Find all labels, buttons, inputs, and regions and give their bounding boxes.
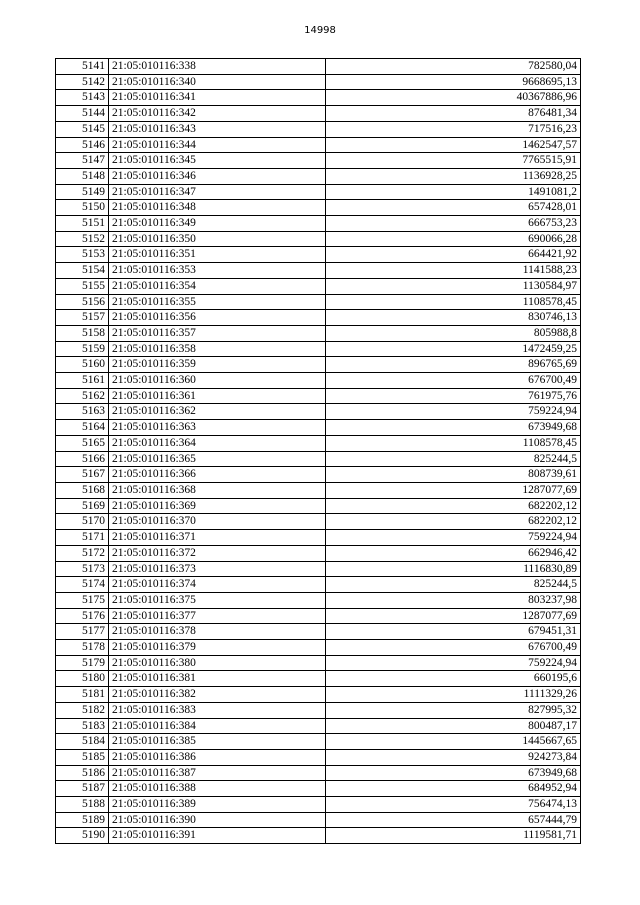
cadastral-number: 21:05:010116:378: [109, 624, 326, 640]
table-row: [56, 781, 581, 797]
cadastral-value: 759224,94: [326, 530, 581, 546]
cadastral-number: 21:05:010116:359: [109, 357, 326, 373]
cadastral-number: 21:05:010116:380: [109, 655, 326, 671]
cadastral-number: 21:05:010116:357: [109, 325, 326, 341]
table-row: [56, 153, 581, 169]
table-row: [56, 640, 581, 656]
cadastral-value: 1141588,23: [326, 263, 581, 279]
table-row: [56, 749, 581, 765]
cadastral-value: 803237,98: [326, 592, 581, 608]
cadastral-value: 827995,32: [326, 702, 581, 718]
cadastral-number: 21:05:010116:349: [109, 216, 326, 232]
row-number: 5165: [56, 435, 109, 451]
cadastral-value: 1111329,26: [326, 687, 581, 703]
row-number: 5181: [56, 687, 109, 703]
cadastral-value: 1287077,69: [326, 608, 581, 624]
row-number: 5173: [56, 561, 109, 577]
table-row: [56, 121, 581, 137]
row-number: 5163: [56, 404, 109, 420]
cadastral-value: 717516,23: [326, 121, 581, 137]
cadastral-value: 1472459,25: [326, 341, 581, 357]
cadastral-number: 21:05:010116:391: [109, 828, 326, 844]
table-row: [56, 545, 581, 561]
row-number: 5147: [56, 153, 109, 169]
row-number: 5144: [56, 106, 109, 122]
row-number: 5190: [56, 828, 109, 844]
table-row: [56, 310, 581, 326]
cadastral-number: 21:05:010116:368: [109, 482, 326, 498]
table-row: [56, 797, 581, 813]
cadastral-value: 660195,6: [326, 671, 581, 687]
cadastral-number: 21:05:010116:375: [109, 592, 326, 608]
cadastral-value: 1116830,89: [326, 561, 581, 577]
row-number: 5186: [56, 765, 109, 781]
cadastral-number: 21:05:010116:388: [109, 781, 326, 797]
cadastral-number: 21:05:010116:386: [109, 749, 326, 765]
cadastral-value: 805988,8: [326, 325, 581, 341]
table-row: [56, 357, 581, 373]
row-number: 5153: [56, 247, 109, 263]
table-row: [56, 608, 581, 624]
row-number: 5169: [56, 498, 109, 514]
cadastral-number: 21:05:010116:348: [109, 200, 326, 216]
cadastral-number: 21:05:010116:346: [109, 168, 326, 184]
table-row: [56, 687, 581, 703]
cadastral-value: 666753,23: [326, 216, 581, 232]
cadastral-number: 21:05:010116:371: [109, 530, 326, 546]
cadastral-number: 21:05:010116:385: [109, 734, 326, 750]
row-number: 5183: [56, 718, 109, 734]
table-row: [56, 514, 581, 530]
cadastral-number: 21:05:010116:361: [109, 388, 326, 404]
table-row: [56, 812, 581, 828]
cadastral-number: 21:05:010116:364: [109, 435, 326, 451]
cadastral-number: 21:05:010116:372: [109, 545, 326, 561]
cadastral-number: 21:05:010116:345: [109, 153, 326, 169]
row-number: 5159: [56, 341, 109, 357]
cadastral-value: 1136928,25: [326, 168, 581, 184]
row-number: 5188: [56, 797, 109, 813]
row-number: 5178: [56, 640, 109, 656]
cadastral-number: 21:05:010116:384: [109, 718, 326, 734]
table-row: [56, 828, 581, 844]
cadastral-value: 1119581,71: [326, 828, 581, 844]
row-number: 5148: [56, 168, 109, 184]
cadastral-value: 684952,94: [326, 781, 581, 797]
table-row: [56, 388, 581, 404]
cadastral-value: 756474,13: [326, 797, 581, 813]
cadastral-value: 876481,34: [326, 106, 581, 122]
row-number: 5146: [56, 137, 109, 153]
cadastral-value: 1108578,45: [326, 294, 581, 310]
cadastral-value: 40367886,96: [326, 90, 581, 106]
cadastral-number: 21:05:010116:377: [109, 608, 326, 624]
row-number: 5156: [56, 294, 109, 310]
row-number: 5154: [56, 263, 109, 279]
table-row: [56, 137, 581, 153]
cadastral-value: 759224,94: [326, 655, 581, 671]
cadastral-number: 21:05:010116:343: [109, 121, 326, 137]
cadastral-number: 21:05:010116:353: [109, 263, 326, 279]
table-row: [56, 592, 581, 608]
row-number: 5149: [56, 184, 109, 200]
table-row: [56, 294, 581, 310]
row-number: 5145: [56, 121, 109, 137]
row-number: 5150: [56, 200, 109, 216]
cadastral-value: 9668695,13: [326, 74, 581, 90]
table-row: [56, 702, 581, 718]
cadastral-value: 682202,12: [326, 514, 581, 530]
table-row: [56, 231, 581, 247]
table-row: [56, 655, 581, 671]
row-number: 5151: [56, 216, 109, 232]
cadastral-number: 21:05:010116:338: [109, 59, 326, 75]
row-number: 5171: [56, 530, 109, 546]
cadastral-value: 657428,01: [326, 200, 581, 216]
cadastral-value: 1287077,69: [326, 482, 581, 498]
cadastral-value: 682202,12: [326, 498, 581, 514]
table-row: [56, 577, 581, 593]
cadastral-value: 1130584,97: [326, 278, 581, 294]
row-number: 5142: [56, 74, 109, 90]
cadastral-value: 825244,5: [326, 451, 581, 467]
cadastral-value: 782580,04: [326, 59, 581, 75]
row-number: 5141: [56, 59, 109, 75]
cadastral-number: 21:05:010116:358: [109, 341, 326, 357]
row-number: 5177: [56, 624, 109, 640]
row-number: 5176: [56, 608, 109, 624]
row-number: 5158: [56, 325, 109, 341]
table-row: [56, 247, 581, 263]
table-row: [56, 451, 581, 467]
row-number: 5170: [56, 514, 109, 530]
cadastral-value: 1445667,65: [326, 734, 581, 750]
row-number: 5152: [56, 231, 109, 247]
cadastral-value: 808739,61: [326, 467, 581, 483]
cadastral-number: 21:05:010116:344: [109, 137, 326, 153]
row-number: 5184: [56, 734, 109, 750]
table-row: [56, 420, 581, 436]
cadastral-number: 21:05:010116:356: [109, 310, 326, 326]
cadastral-value: 825244,5: [326, 577, 581, 593]
cadastral-number: 21:05:010116:365: [109, 451, 326, 467]
cadastral-value: 676700,49: [326, 373, 581, 389]
row-number: 5167: [56, 467, 109, 483]
row-number: 5172: [56, 545, 109, 561]
table-row: [56, 435, 581, 451]
cadastral-number: 21:05:010116:381: [109, 671, 326, 687]
table-row: [56, 373, 581, 389]
cadastral-number: 21:05:010116:351: [109, 247, 326, 263]
row-number: 5182: [56, 702, 109, 718]
cadastral-number: 21:05:010116:373: [109, 561, 326, 577]
cadastral-value: 676700,49: [326, 640, 581, 656]
table-row: [56, 341, 581, 357]
table-row: [56, 718, 581, 734]
row-number: 5143: [56, 90, 109, 106]
table-row: [56, 404, 581, 420]
cadastral-number: 21:05:010116:387: [109, 765, 326, 781]
table-row: [56, 106, 581, 122]
table-row: [56, 498, 581, 514]
table-row: [56, 216, 581, 232]
cadastral-number: 21:05:010116:340: [109, 74, 326, 90]
cadastral-value: 896765,69: [326, 357, 581, 373]
row-number: 5175: [56, 592, 109, 608]
table-row: [56, 184, 581, 200]
cadastral-number: 21:05:010116:389: [109, 797, 326, 813]
cadastral-value: 1491081,2: [326, 184, 581, 200]
cadastral-number: 21:05:010116:370: [109, 514, 326, 530]
table-row: [56, 765, 581, 781]
cadastral-number: 21:05:010116:379: [109, 640, 326, 656]
cadastral-value: 657444,79: [326, 812, 581, 828]
table-row: [56, 734, 581, 750]
table-row: [56, 168, 581, 184]
cadastral-value: 924273,84: [326, 749, 581, 765]
row-number: 5164: [56, 420, 109, 436]
table-row: [56, 561, 581, 577]
row-number: 5157: [56, 310, 109, 326]
row-number: 5162: [56, 388, 109, 404]
table-body: [56, 59, 581, 844]
cadastral-value: 662946,42: [326, 545, 581, 561]
row-number: 5155: [56, 278, 109, 294]
table-row: [56, 624, 581, 640]
cadastral-value: 664421,92: [326, 247, 581, 263]
cadastral-number: 21:05:010116:369: [109, 498, 326, 514]
cadastral-number: 21:05:010116:360: [109, 373, 326, 389]
row-number: 5185: [56, 749, 109, 765]
cadastral-number: 21:05:010116:342: [109, 106, 326, 122]
cadastral-value: 690066,28: [326, 231, 581, 247]
cadastral-number: 21:05:010116:354: [109, 278, 326, 294]
cadastral-number: 21:05:010116:355: [109, 294, 326, 310]
cadastral-number: 21:05:010116:341: [109, 90, 326, 106]
table-row: [56, 530, 581, 546]
table-row: [56, 467, 581, 483]
page-number: 14998: [304, 25, 336, 36]
cadastral-value: 830746,13: [326, 310, 581, 326]
cadastral-number: 21:05:010116:362: [109, 404, 326, 420]
cadastral-value: 1462547,57: [326, 137, 581, 153]
cadastral-number: 21:05:010116:350: [109, 231, 326, 247]
row-number: 5174: [56, 577, 109, 593]
table-row: [56, 325, 581, 341]
cadastral-number: 21:05:010116:383: [109, 702, 326, 718]
table-row: [56, 200, 581, 216]
cadastral-value: 679451,31: [326, 624, 581, 640]
table-row: [56, 90, 581, 106]
table-row: [56, 263, 581, 279]
cadastral-value: 759224,94: [326, 404, 581, 420]
cadastral-number: 21:05:010116:374: [109, 577, 326, 593]
row-number: 5168: [56, 482, 109, 498]
cadastral-value: 761975,76: [326, 388, 581, 404]
row-number: 5179: [56, 655, 109, 671]
cadastral-number: 21:05:010116:347: [109, 184, 326, 200]
cadastral-number: 21:05:010116:382: [109, 687, 326, 703]
table-row: [56, 59, 581, 75]
table-row: [56, 278, 581, 294]
row-number: 5180: [56, 671, 109, 687]
table-row: [56, 671, 581, 687]
cadastral-number: 21:05:010116:390: [109, 812, 326, 828]
cadastral-value: 673949,68: [326, 420, 581, 436]
table-row: [56, 74, 581, 90]
row-number: 5160: [56, 357, 109, 373]
cadastral-value: 800487,17: [326, 718, 581, 734]
cadastral-value: 7765515,91: [326, 153, 581, 169]
cadastral-value-table: [55, 58, 581, 844]
row-number: 5187: [56, 781, 109, 797]
row-number: 5189: [56, 812, 109, 828]
row-number: 5161: [56, 373, 109, 389]
row-number: 5166: [56, 451, 109, 467]
cadastral-number: 21:05:010116:363: [109, 420, 326, 436]
cadastral-number: 21:05:010116:366: [109, 467, 326, 483]
cadastral-value: 1108578,45: [326, 435, 581, 451]
table-row: [56, 482, 581, 498]
cadastral-value: 673949,68: [326, 765, 581, 781]
